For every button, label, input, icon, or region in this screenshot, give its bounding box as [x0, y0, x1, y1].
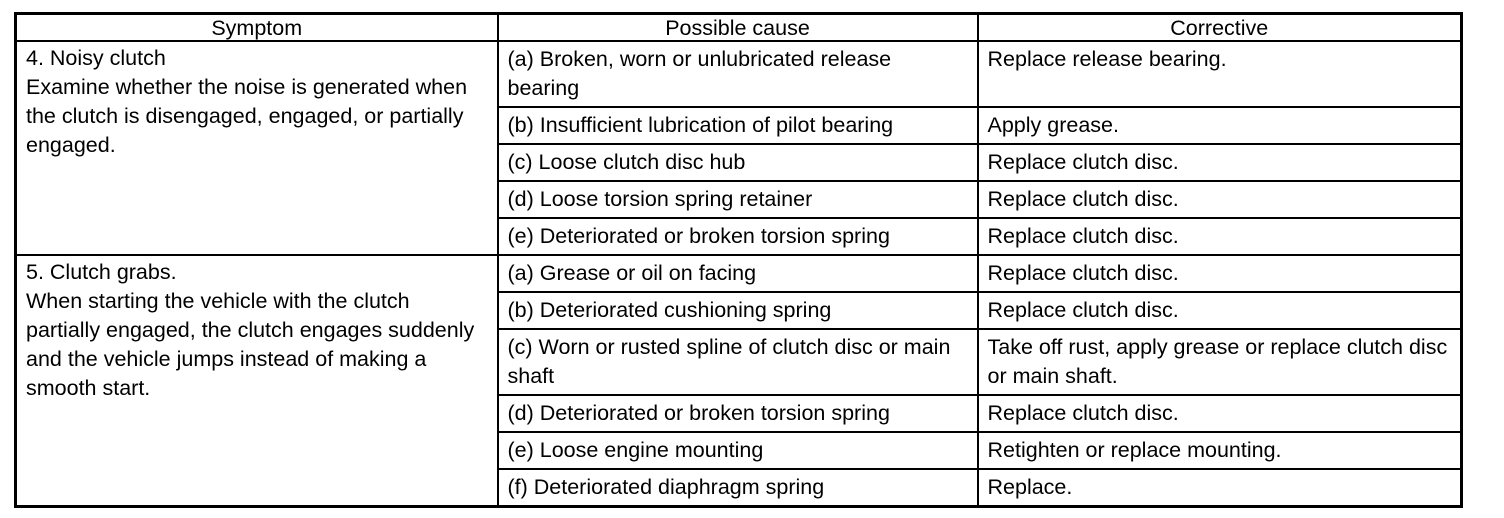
cause-cell: (c) Loose clutch disc hub: [498, 144, 978, 181]
corrective-cell: Replace clutch disc.: [978, 255, 1462, 292]
corrective-cell: Replace clutch disc.: [978, 395, 1462, 432]
corrective-cell: Replace.: [978, 469, 1462, 507]
troubleshooting-table: [14, 12, 1463, 508]
table-row: [16, 41, 1462, 107]
cause-cell: (c) Worn or rusted spline of clutch disc or main shaft: [498, 329, 978, 395]
cause-cell: (a) Grease or oil on facing: [498, 255, 978, 292]
cause-cell: (f) Deteriorated diaphragm spring: [498, 469, 978, 507]
cause-cell: (e) Deteriorated or broken torsion spring: [498, 218, 978, 255]
cause-cell: (e) Loose engine mounting: [498, 432, 978, 469]
table-row: [16, 255, 1462, 292]
symptom-cell: [16, 255, 498, 507]
cause-header: Possible cause: [498, 14, 978, 42]
symptom-title: 5. Clutch grabs.: [26, 260, 177, 284]
cause-cell: (d) Loose torsion spring retainer: [498, 181, 978, 218]
symptom-title: 4. Noisy clutch: [26, 46, 166, 70]
cause-cell: (d) Deteriorated or broken torsion spring: [498, 395, 978, 432]
symptom-description: Examine whether the noise is generated when the clutch is disengaged, engaged, or partially engaged.: [26, 75, 468, 157]
symptom-header: Symptom: [16, 14, 498, 42]
cause-cell: (b) Insufficient lubrication of pilot bearing: [498, 107, 978, 144]
header-row: [16, 14, 1462, 42]
cause-cell: (b) Deteriorated cushioning spring: [498, 292, 978, 329]
corrective-cell: Replace clutch disc.: [978, 218, 1462, 255]
corrective-cell: Replace clutch disc.: [978, 181, 1462, 218]
corrective-cell: Replace release bearing.: [978, 41, 1462, 107]
corrective-cell: Apply grease.: [978, 107, 1462, 144]
symptom-description: When starting the vehicle with the clutch partially engaged, the clutch engages suddenly and the vehicle jumps instead of making a smooth start.: [26, 289, 475, 400]
symptom-cell: [16, 41, 498, 255]
corrective-cell: Retighten or replace mounting.: [978, 432, 1462, 469]
corrective-cell: Take off rust, apply grease or replace clutch disc or main shaft.: [978, 329, 1462, 395]
troubleshooting-table-container: [14, 12, 1460, 508]
corrective-cell: Replace clutch disc.: [978, 292, 1462, 329]
corrective-cell: Replace clutch disc.: [978, 144, 1462, 181]
corrective-header: Corrective: [978, 14, 1462, 42]
cause-cell: (a) Broken, worn or unlubricated release bearing: [498, 41, 978, 107]
